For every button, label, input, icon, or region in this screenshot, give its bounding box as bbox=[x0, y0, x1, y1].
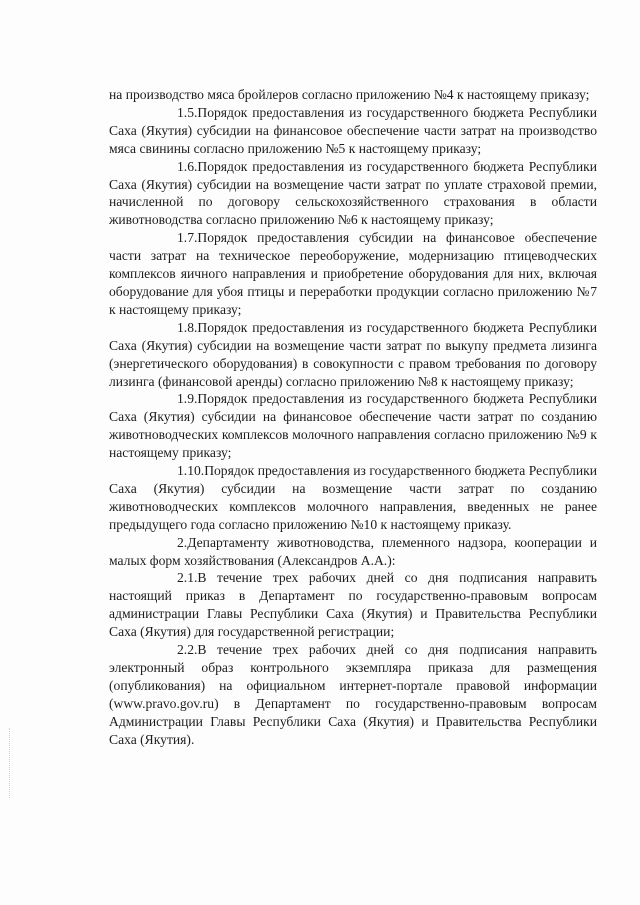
paragraph-number: 2.1. bbox=[177, 570, 198, 586]
paragraph-number: 1.9. bbox=[177, 391, 198, 407]
paragraph bbox=[109, 158, 597, 230]
paragraph-number: 1.10. bbox=[177, 463, 205, 479]
paragraph-text: Порядок предоставления из государственного бюджета Республики Саха (Якутия) субсидии на возмещение части затрат по выкупу предмета лизинга (энергетического оборудования) в совокупности с правом требования по договору лизинга (финансовой аренды) согласно приложению №8 к настоящему приказу; bbox=[109, 319, 597, 389]
paragraph bbox=[109, 104, 597, 158]
scan-margin-mark bbox=[9, 728, 11, 798]
paragraph-text: Департаменту животноводства, племенного надзора, кооперации и малых форм хозяйствования (Александров А.А.): bbox=[109, 534, 597, 568]
paragraph bbox=[109, 319, 597, 391]
paragraph-text: на производство мяса бройлеров согласно приложению №4 к настоящему приказу; bbox=[109, 87, 590, 102]
paragraph-text: В течение трех рабочих дней со дня подписания направить электронный образ контрольного экземпляра приказа для размещения (опубликования) на официальном интернет-портале правовой информации (www.pravo.gov.ru) в Департамент по государственно-правовым вопросам Администрации Главы Республики Саха (Якутия) и Правительства Республики Саха (Якутия). bbox=[109, 642, 597, 747]
paragraph-text: Порядок предоставления из государственного бюджета Республики Саха (Якутия) субсидии на возмещение части затрат по уплате страховой премии, начисленной по договору сельскохозяйственного страхования в области животноводства согласно приложению №6 к настоящему приказу; bbox=[109, 158, 597, 228]
paragraph-number: 2.2. bbox=[177, 642, 198, 658]
paragraph bbox=[109, 534, 597, 570]
document-body bbox=[109, 86, 597, 749]
paragraph-text: В течение трех рабочих дней со дня подписания направить настоящий приказ в Департамент по государственно-правовым вопросам администрации Главы Республики Саха (Якутия) и Правительства Республики Саха (Якутия) для государственной регистрации; bbox=[109, 570, 597, 640]
paragraph bbox=[109, 569, 597, 641]
paragraph bbox=[109, 462, 597, 534]
paragraph-text: Порядок предоставления из государственного бюджета Республики Саха (Якутия) субсидии на возмещение части затрат по созданию животноводческих комплексов молочного направления, введенных не ранее предыдущего года согласно приложению №10 к настоящему приказу. bbox=[109, 463, 597, 532]
paragraph-number: 1.7. bbox=[177, 230, 198, 246]
paragraph-number: 2. bbox=[177, 534, 188, 550]
paragraph-text: Порядок предоставления из государственного бюджета Республики Саха (Якутия) субсидии на финансовое обеспечение части затрат на производство мяса свинины согласно приложению №5 к настоящему приказу; bbox=[109, 104, 597, 156]
paragraph bbox=[109, 86, 597, 104]
paragraph-number: 1.5. bbox=[177, 104, 198, 120]
paragraph-number: 1.6. bbox=[177, 158, 198, 174]
paragraph-text: Порядок предоставления субсидии на финансовое обеспечение части затрат на техническое переоборужение, модернизацию птицеводческих комплексов яичного направления и приобретение оборудования для них, включая оборудование для убоя птицы и переработки продукции согласно приложению №7 к настоящему приказу; bbox=[109, 230, 597, 317]
paragraph-text: Порядок предоставления из государственного бюджета Республики Саха (Якутия) субсидии на финансовое обеспечение части затрат по созданию животноводческих комплексов молочного направления согласно приложению №9 к настоящему приказу; bbox=[109, 391, 597, 461]
paragraph bbox=[109, 641, 597, 748]
paragraph bbox=[109, 229, 597, 319]
paragraph-number: 1.8. bbox=[177, 319, 198, 335]
paragraph bbox=[109, 390, 597, 462]
